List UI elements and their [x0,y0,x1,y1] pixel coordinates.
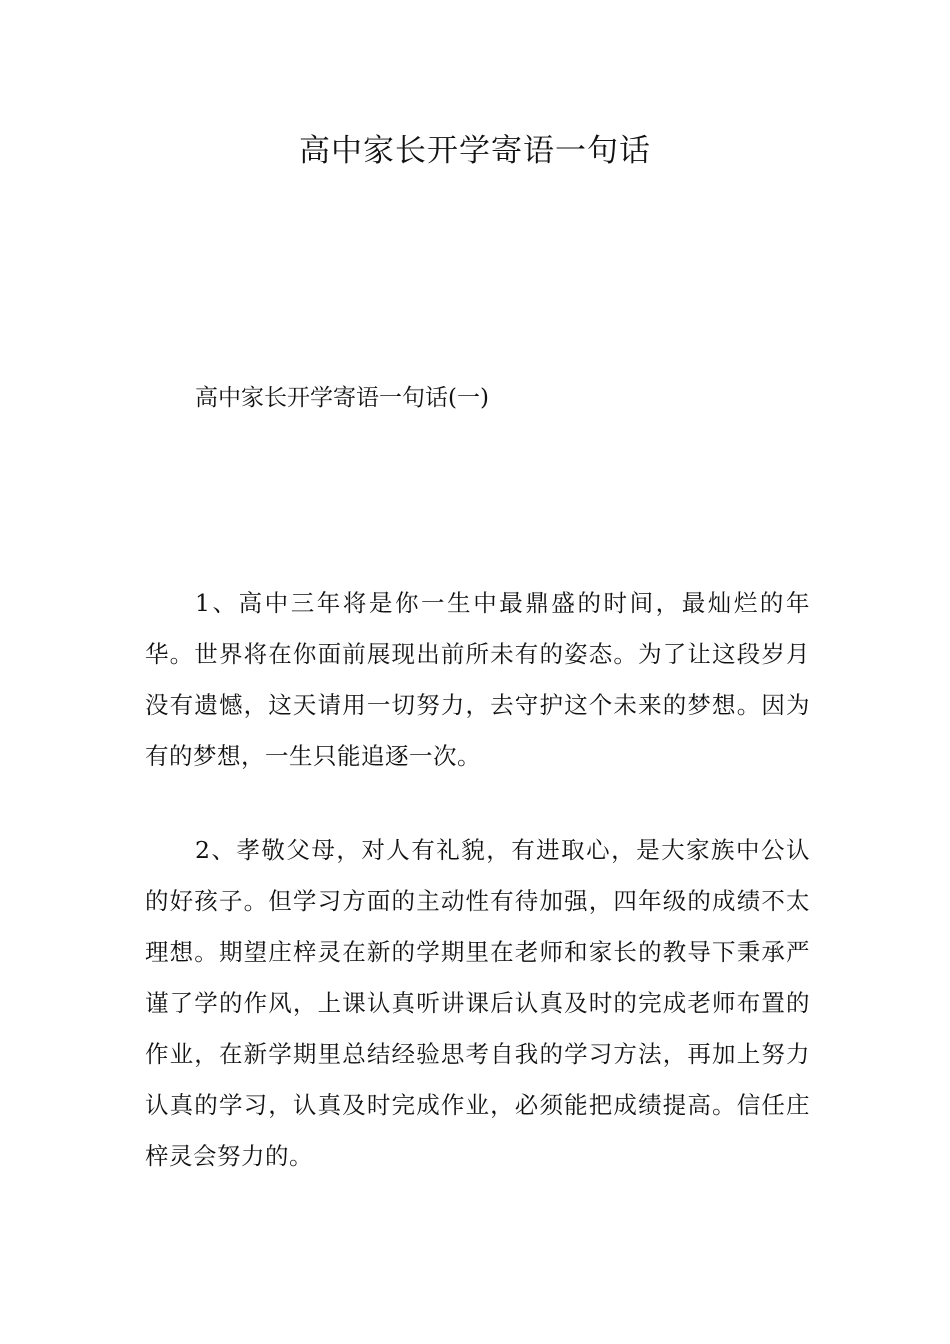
section-subtitle: 高中家长开学寄语一句话(一) [195,385,489,411]
paragraph-1: 1、高中三年将是你一生中最鼎盛的时间，最灿烂的年华。世界将在你面前展现出前所未有的姿态。为了让这段岁月没有遗憾，这天请用一切努力，去守护这个未来的梦想。因为有的梦想，一生只能追逐一次。 [145,589,810,770]
document-title: 高中家长开学寄语一句话 [299,133,651,169]
paragraph-2: 2、孝敬父母，对人有礼貌，有进取心，是大家族中公认的好孩子。但学习方面的主动性有待加强，四年级的成绩不太理想。期望庄梓灵在新的学期里在老师和家长的教导下秉承严谨了学的作风，上课认真听讲课后认真及时的完成老师布置的作业，在新学期里总结经验思考自我的学习方法，再加上努力认真的学习，认真及时完成作业，必须能把成绩提高。信任庄梓灵会努力的。 [145,836,810,1170]
